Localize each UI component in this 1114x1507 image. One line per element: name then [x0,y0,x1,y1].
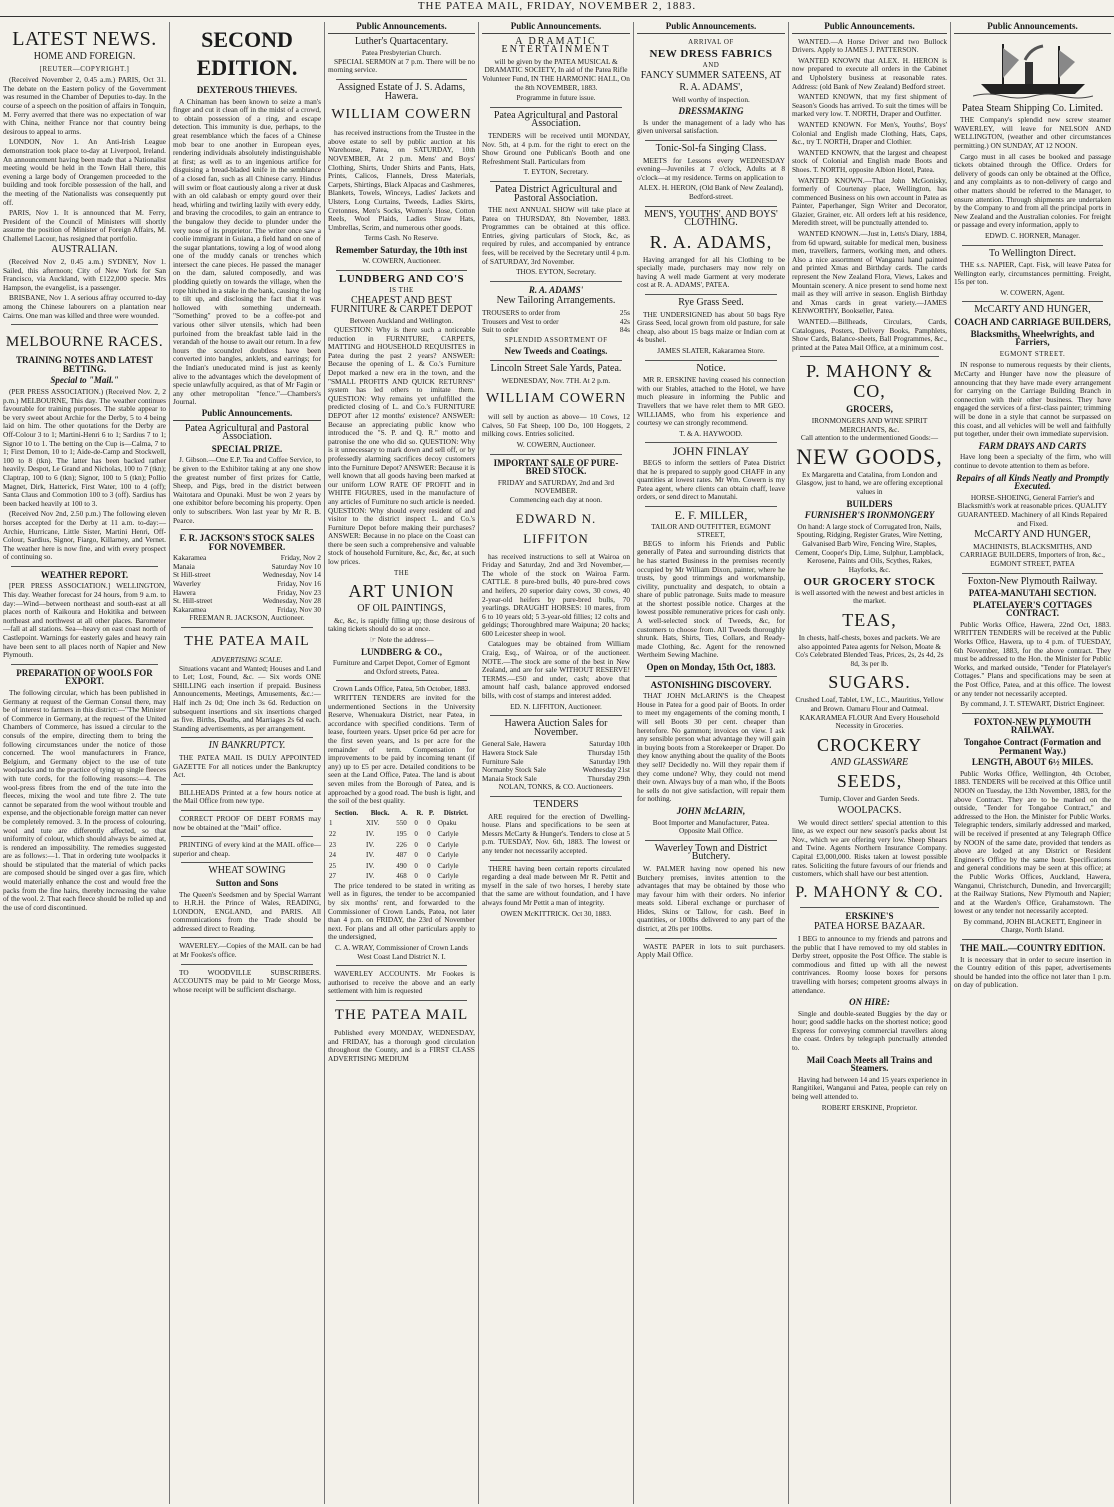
and-text: AND [702,60,720,69]
price-row: Trousers and Vest to order 42s [482,316,630,326]
divider [962,939,1103,940]
divider [962,573,1103,574]
training-notes-heading: TRAINING NOTES AND LATEST BETTING. [15,355,154,374]
divider [11,324,158,325]
ad-paragraph: MEETS for Lessons every WEDNESDAY evening—Juveniles at 7 o'clock, Adults at 8 o'clock—at my residence. Terms on application to [637,155,785,182]
table-row: 1 XIV. 550 0 0 Opaku [329,819,457,828]
wanted-ad: WANTED KNOWN. For Men's, Youths', Boys' Colonial and English made Clothing, Hats, Caps, &c., try T. NORTH, Draper and Clothier. [792,119,947,147]
is-the-text: IS THE [389,285,414,294]
sale-row: Kakaramea Friday, Nov 2 [173,553,321,563]
new-goods-heading: NEW GOODS, [796,443,943,469]
tailor-heading: TAILOR AND OUTFITTER, EGMONT STREET, [651,521,771,540]
sale-row: Manaia Saturday Nov 10 [173,561,321,571]
note-address: ☞ Note the address— [369,635,434,645]
column-second-edition [170,22,324,1504]
blackett-signature: By command, JOHN BLACKETT, Engineer in Charge, North Island. [963,916,1102,935]
divider [645,442,777,443]
sections-table [328,808,475,882]
special-prize-heading: SPECIAL PRIZE. [211,443,283,454]
seeds-heading: SEEDS, [836,771,903,792]
terms-text: Terms Cash. No Reserve. [364,233,439,243]
seeds-text: Turnip, Clover and Garden Seeds. [819,794,920,804]
jackson-sales-heading: F. R. JACKSON'S STOCK SALES FOR NOVEMBER. [179,533,315,552]
wools-heading: PREPARATION OF WOOLS FOR EXPORT. [16,667,153,687]
ad-paragraph: TENDERS will be received until MONDAY, Nov. 5th, at 4 p.m. for the right to erect on the Show Ground one Publican's Booth and one Refreshment Stall. Particulars from [482,130,630,166]
foxton-railway-heading-2: FOXTON-NEW PLYMOUTH RAILWAY. [973,716,1092,736]
ad-paragraph: Public Works Office, Hawera, 22nd Oct, 1883. WRITTEN TENDERS will be received at the Public Works Office, Hawera, up to 4 p.m. of TUESDAY, 6th November, 1883, for the above contract. They must be addressed to the Hon. the Minister for Public Works, and marked outside, "Tender for Platelayer's Cottages." Plans and specifications may be seen at the Post Office, Patea, and at this office. The lowest or any tender not necessarily accepted. [954,619,1111,698]
ad-paragraph: On hand: A large stock of Corrugated Iron, Nails, Spouting, Ridging, Register Grates, Wire Netting, Galvanised Barb Wire, Fencing Wire, Staples, Cement, Cooper's Dip, Lime, Sulphur, Lampblack, Kerosene, Paints and Oils, Scythes, Rakes, Hayforks, &c. [795,521,944,574]
dramatic-heading: A DRAMATIC ENTERTAINMENT [501,35,611,56]
divider [336,79,467,80]
remember-text: Remember Saturday, the 10th inst [335,244,468,255]
arrival-text: ARRIVAL OF [688,37,734,46]
shipping-company-heading: Patea Steam Shipping Co. Limited. [961,102,1104,114]
table-row: 25 IV. 490 0 0 Carlyle [329,861,459,870]
notice-heading: Notice. [696,362,726,374]
stewart-signature: By command, J. T. STEWART, District Engineer. [960,699,1105,709]
wanted-ad: WANTED KNOWN that ALEX. H. HERON is now prepared to execute all orders in the Cabinet and Upholstery business at reasonable rates. Address: (old Bank of New Zealand) Bedford street. [792,55,947,91]
ad-paragraph: Crushed Loaf, Tablet, I.W., I.C., Mauritius, Yellow and Brown. Oamaru Flour and Oatmeal. KAKARAMEA FLOUR And Every Household Necessity in Groceries. [795,695,944,731]
divider [181,529,313,530]
reuter-credit: [REUTER—COPYRIGHT.] [39,64,130,73]
price-row: Suit to order 84s [482,325,630,335]
steamship-icon [973,38,1093,102]
divider [645,294,777,295]
jackson-sales-list [173,554,321,614]
news-paragraph: [PER PRESS ASSOCIATION.] WELLINGTON, This day. Weather forecast for 24 hours, from 9 a.m. to day:—Wind—between northeast and south-east at all places north of Kaikoura and Hokitika and between northeast and northwest at all other places. Barometer—fall at all stations. Sea—heavy on east coast north of Castlepoint. Warnings for easterly gales and heavy rain have been sent to all places north of Napier and New Plymouth. [3,581,166,660]
news-paragraph: (Received Nov 2, 0.45 a.m.) SYDNEY, Nov 1. Sailed, this afternoon; City of New York for San Francisco, via Auckland, with £122,000 specie. Mrs Hampson, the evangelist, is a passenger. [3,257,166,292]
divider [336,1000,467,1001]
advertising-scale-heading: ADVERTISING SCALE. [211,655,283,665]
sugars-heading: SUGARS. [828,672,911,693]
special-mail-heading: Special to "Mail." [50,375,119,386]
wanted-ad: WANTED KNOWN.—That John McGonisky, formerly of Courtenay place, Wellington, has commenced Business on his own account in Patea as Painter, Paperhanger, Sign Writer and Decorator, Glazier, Grainer, etc. All orders left at his residence, Meredith street, will be punctually attended to. [792,175,947,228]
erskine-signature: ROBERT ERSKINE, Proprietor. [821,1102,918,1112]
haywood-signature: T. & A. HAYWOOD. [679,428,743,438]
miller-heading: E. F. MILLER, [674,507,748,522]
ad-paragraph: has received instructions to sell at Wairoa on Friday and Saturday, 2nd and 3rd November,— The whole of the stock on Wairoa Farm. CATTLE. 8 pure-bred bulls, 40 pure-bred cows and heifers, 20 superior dairy cows, 30 cows, 40 2-year-old heifers by pure-bred bulls, 70 yearlings. DRAUGHT HORSES: 10 mares, from 6 to 10 years old; 5 3-year-old fillies; 12 colts and geldings; Thoroughbred mare Waipuna; 20 hacks; 600 Leicester sheep in wool. [482,551,630,638]
cowern-heading: WILLIAM COWERN [331,107,472,123]
ad-paragraph: Catalogues may be obtained from William Craig, Esq., of Wairoa, or of the auctioneer. NOTE.—The stock are some of the best in New Zealand, and are for sale WITHOUT RESERVE! TERMS.—£50 and under, cash; above that amount half cash, balance approved endorsed bills, with cost of stamps and interest added. [482,639,630,701]
public-announcements-header: Public Announcements. [482,22,630,34]
mahony-footer-heading: P. MAHONY & CO. [795,883,944,901]
australian-heading: AUSTRALIAN. [51,244,118,256]
ad-paragraph: Published every MONDAY, WEDNESDAY, and FRIDAY, has a thorough good circulation throughout the County, and is a FIRST CLASS ADVERTISING MEDIUM [328,1028,475,1063]
luther-heading: Luther's Quartacentary. [354,35,449,47]
paintings-heading: OF OIL PAINTINGS, [357,603,446,615]
mccarty-heading: McCARTY AND HUNGER, [974,304,1091,316]
discovery-heading: ASTONISHING DISCOVERY. [650,679,772,690]
news-paragraph: (Received Nov 2nd, 2.50 p.m.) The following eleven horses accepted for the Derby at 11 a.m. to-day:—Archie, Hurricane, Little Sister, Martini Henri, Off-Colour, Sardius, Signor, Fiargo, Killarney, and Vernet. The weather here is now fine, and with every prospect of continuing so. [3,509,166,562]
ad-paragraph: WAVERLEY.—Copies of the MAIL can be had at Mr Fookes's office. [173,941,321,960]
ad-paragraph: The price tendered to be stated in writing as well as in figures, the tender to be accompanied by six months' rent, and forwarded to the Commissioner of Crown Lands, Patea, not later than 4 p.m. on FRIDAY, the 23rd of November next. For plans and all other particulars apply to the undersigned, [328,880,475,942]
liffiton-signature: ED. N. LIFFITON, Auctioneer. [510,701,602,711]
divider [490,107,622,108]
divider [11,566,158,567]
tweeds-heading: New Tweeds and Coatings. [504,346,608,357]
erskine-heading: ERSKINE'S [845,910,894,921]
ad-paragraph: MR R. ERSKINE having ceased his connection with our Stables, attached to the Hotel, we have much pleasure in informing the Public and Travellers that we have relet them to MR GEO. WILLIAMS, who from his experience and courtesy we can strongly recommend. [637,375,785,428]
sale-row: St. Hill-street Wednesday, Nov 28 [173,596,321,606]
divider [11,664,158,665]
ad-paragraph: has received instructions from the Trustee in the above estate to sell by public auction at his Warehouse, Patea, on SATURDAY, 10th NOVEMBER, At 2 p.m. Mens' and Boys' Clothing, Shirts, Under Shirts and Pants, Hats, Prints, Calicos, Flannels, Dress Materials, Carpets, Shirtings, Black Alpacas and Cashmeres, Blankets, Towels, Winceys, Ladies' Jackets and Ulsters, Long Curtains, Tweeds, Ladies Skirts, Cretonnes, Men's Socks, Women's Hose, Cotton Reels, Wool Plaids, Ladies Straw Hats, Umbrellas, Scrim, and numerous other goods. [328,128,475,232]
ad-paragraph: THAT JOHN McLARIN'S is the Cheapest House in Patea for a good pair of Boots. In order to meet my engagements of the coming month, I will sell Boots 30 per cent. cheaper than heretofore. No gammon; invoices on view. I ask any sensible person what advantage they will gain in buying boots from a Storekeeper or Draper. Do they know anything about the quality of the Boots they sell? Decidedly no. Will they repair them if they come undone? Why, they could not mend their own. Always buy of a man who, if the Boots he sells do not give satisfaction, will repair them for nothing. [637,691,785,804]
table-row: 24 IV. 487 0 0 Carlyle [329,851,459,860]
adams-heading: R. A. ADAMS', [679,81,743,93]
tongahoe-heading: Tongahoe Contract (Formation and Permanent Way.) [964,737,1101,756]
furnishers-heading: FURNISHER'S IRONMONGERY [804,510,935,521]
ad-paragraph: PRINTING of every kind at the MAIL office—superior and cheap. [173,840,321,858]
ad-paragraph: is well assorted with the newest and best articles in the market. [795,587,944,606]
public-announcements-header: Public Announcements. [637,22,785,34]
sale-row: General Sale, Hawera Saturday 10th [482,739,630,749]
divider [962,713,1103,714]
wheat-sowing-heading: WHEAT SOWING [208,865,286,877]
table-row: 22 IV. 195 0 0 Carlyle [329,829,459,838]
divider [800,907,939,908]
ad-paragraph: HORSE-SHOEING, General Farrier's and Blacksmith's work at reasonable prices. QUALITY GUARANTEED. Machinery of all Kinds Repaired and Fixed. [957,492,1108,528]
teas-heading: TEAS, [842,610,897,631]
association-heading: Patea Agricultural and Pastoral Association. [184,422,310,443]
public-announcements-header: Public Announcements. [954,22,1111,34]
news-paragraph: The following circular, which has been published in Germany at request of the German Consul there, may be of interest to farmers in this district:—"The Minister of Commerce in Germany, at the request of the United Chambers of Commerce, has issued a circular to the consuls of the empire, directing them to bring the following circumstances under the notice of those concerned. The wool manufacturers in France, Belgium, and Germany object to the use of tute woolpacks and to the practice of tying up single fleeces with tute cords, for the following reasons:—4. The wool-press fibres from the end of the tute into the fleeces, mixing the wool and tute fibre 2. The tute cannot be separated from the wool without trouble and expense, and the objectionable foreign matter can never be completely removed. 3. In the process of colouring, wool and tute are differently affected, so that uniformity of colour, which should always be aimed at, is rendered an impossibility. The remedies suggested are as follows:—1. That in ordering tute woolpacks it should be stipulated that the material of which packs are composed should be singed over a gas fire, which would materially enhance the cost and would free the packs from the fine hairs, thereby increasing the value of the wool. 2. That each fleece should be rolled up and the use of cord discontinued. [3,688,166,912]
ad-paragraph: will sell by auction as above— 10 Cows, 12 Calves, 50 Fat Sheep, 100 Do, 100 Hoggets, 2 milking cows. Entries solicited. [482,412,630,439]
news-paragraph: PARIS, Nov 1. It is announced that M. Ferry, President of the Council of Ministers will shortly assume the position of Minister of Foreign Affairs, M. Challemel Lacour, has resigned that portfolio. [3,208,166,243]
ad-paragraph: SPECIAL SERMON at 7 p.m. There will be no morning service. [328,56,475,75]
sale-dates: FRIDAY and SATURDAY, 2nd and 3rd NOVEMBER. [497,477,615,496]
weather-report-heading: WEATHER REPORT. [40,569,129,580]
divider [490,796,622,797]
estate-heading: Assigned Estate of J. S. Adams, Hawera. [337,81,466,102]
ad-paragraph: Having had between 14 and 15 years experience in Rangitikei, Wanganui and Patea, people can rely on being well attended to. [792,1074,947,1102]
divider [181,937,313,938]
cheapest-depot-heading: CHEAPEST AND BEST FURNITURE & CARPET DEPOT [330,295,473,315]
horner-signature: EDWD. C. HORNER, Manager. [984,230,1081,240]
bankruptcy-heading: IN BANKRUPTCY. [208,740,286,752]
association-heading: Patea Agricultural and Pastoral Association. [493,109,619,130]
farm-drays-heading: FARM DRAYS AND CARTS [978,440,1087,451]
table-header: Section. Block. A. R. P. District. [334,808,469,817]
news-paragraph: BRISBANE, Nov 1. A serious affray occurred to-day among the Chinese labourers on a plantation near Cairns. One man was killed and three were wounded. [3,293,166,320]
machinists-text: MACHINISTS, BLACKSMITHS, AND CARRIAGE BUILDERS, Importers of Iron, &c., EGMONT STREET, PATEA [960,541,1105,568]
ad-paragraph: BILLHEADS Printed at a few hours notice at the Mail Office from new type. [173,787,321,806]
thieves-heading: DEXTEROUS THIEVES. [196,85,298,95]
sale-row: Hawera Friday, Nov 23 [173,587,321,597]
wanted-ad: WANTED KNOWN, that the largest and cheapest stock of Colonial and English made Boots and Shoes. T. NORTH, opposite Albion Hotel, Patea. [792,147,947,174]
column-announcements-1 [325,22,478,1504]
news-paragraph: (Received November 2, 0.45 a.m.) PARIS, Oct 31. The debate on the Eastern policy of the Government was resumed in the Chamber of Deputies to-day. In the course of a speech on the position of affairs in Tonquin, M. Ferry averred that there was no expectation of war with China, neither France nor that country being desirous to appeal to arms. [3,75,166,136]
mclarin-heading: JOHN McLARIN, [676,805,746,816]
ad-paragraph: &c, &c, is rapidly filling up; those desirous of taking tickets should do so at once. [328,615,475,634]
divider [645,506,777,507]
divider [336,965,467,966]
divider [181,964,313,965]
sale-row: Kakaramea Friday, Nov 30 [173,604,321,614]
ad-paragraph: WAVERLEY ACCOUNTS. Mr Fookes is authorised to receive the above and an early settlement with him is requested [328,969,475,996]
district-association-heading: Patea District Agricultural and Pastoral Association. [495,183,617,204]
ad-paragraph: THE PATEA MAIL IS DULY APPOINTED GAZETTE For all notices under the Bankruptcy Act. [173,752,321,780]
woolpacks-heading: WOOLPACKS. [837,805,902,816]
patea-mail-footer-heading: THE PATEA MAIL [334,1007,469,1023]
ad-paragraph: Public Works Office, Wellington, 4th October, 1883. TENDERS will be received at this Office until NOON on Tuesday, the 13th November, 1883, for the above Contract. They are to be marked on the outside, "Tender for Tongahoe Contract," and addressed to the Hon. the Minister for Public Works. Telegraphic tenders, similarly addressed and marked, will be received if presented at any Telegraph Office by NOON of the same date, provided that tenders as above are lodged at any District or Resident Engineer's Office by the same hour. Specifications and general conditions may be seen at this office; at the Public Works Offices, Auckland, Hawera, Wanganui, Christchurch, Dunedin, and Invercargill; at the Railway Stations, New Plymouth and Napier; and at the Warden's Office, Grahamstown. The lowest or any tender not necessarily accepted. [954,768,1111,916]
art-union-heading: ART UNION [348,581,455,602]
ad-paragraph: Have long been a specialty of the firm, who will continue to devote attention to them as before. [954,452,1111,470]
divider [336,270,467,271]
sale-row: Furniture Sale Saturday 19th [482,756,630,766]
sale-row: Normanby Stock Sale Wednesday 21st [482,765,630,775]
ad-paragraph: In chests, half-chests, boxes and packets. We are also appointed Patea agents for Nelson, Moate & Co's Celebrated Blended Teas, Prices, 2s, 2s 4d, 2s 8d, 3s per lb. [795,633,944,668]
ad-paragraph: The Queen's Seedsmen and by Special Warrant to H.R.H. the Prince of Wales, READING, LONDON, ENGLAND, and PARIS. All communications from the Trade should be addressed direct to Reading. [173,889,321,933]
ad-paragraph: QUESTION: Why is there such a noticeable reduction in FURNITURE, CARPETS, MATTING and HOUSEHOLD REQUISITES in Patea during the past 2 years? ANSWER: Because the opening of L. & Co.'s Furniture Depot marked a new era in the town, and the "SMALL PROFITS AND QUICK RETURNS" system has led others to imitate them. QUESTION: Why remains yet unfulfilled the predicted closing of L. and Co.'s FURNITURE DEPOT after 12 months' existence? ANSWER: Because an appreciating public know who introduced the "S. P. and Q. R." motto and patronise the one who did so. QUESTION: Why is it unnecessary to mark down and sell off, or by professedly alarming sacrifices decoy customers into the Furniture Depot? ANSWER: Because it is well known that all goods having been marked at our uniform LOW RATE OF PROFIT and in WHITE FIGURES, used in the manufacture of any articles of Furniture no such article is needed. QUESTION: Why should every resident of and visitor to the district inspect L. and Co.'s Furniture Depot before making their purchases? ANSWER: Because in no place on the Coast can there be seen such a comprehensive and valuable stock of household Furniture, &c, &c, &c, at such low prices. [328,325,475,567]
manutahi-heading: PATEA-MANUTAHI SECTION. [968,588,1097,599]
ad-paragraph: IN response to numerous requests by their clients, McCarty and Hunger have now the pleasure of announcing that they have made every arrangement for carrying on the Carriage Building Branch in connection with their other business. They have engaged the services of a first-class painter; trimming will be done in a style that cannot be surpassed on this coast, and all vehicles will be well and faithfully put together, under their own immediate supervision. [954,360,1111,439]
mahony-heading: P. MAHONY & CO, [806,361,933,402]
ad-paragraph: ARE required for the erection of Dwelling-house. Plans and specifications to be seen at Messrs McCarty & Hunger's. Tenders to close at 5 p.m. TUESDAY, Nov. 6th, 1883. The lowest or any tender not necessarily accepted. [482,811,630,855]
ad-paragraph: Cargo must in all cases be booked and passage tickets obtained through the Office. Orders for delivery of goods can only be obtained at the Office, and any complaints as to non-delivery of cargo and other matters should be referred to the Manager, to ensure attention. Through shipments are undertaken by the Company to and from all the principal ports in New Zealand and the Australian colonies. For freight or passage and every information, apply to [954,151,1111,230]
ad-paragraph: J. Gibson.—One E.P. Tea and Coffee Service, to be given to the Exhibitor taking at any one show the greatest number of first prizes for Cattle, Sheep, and Pigs, bred in the district between Waitotara and Opunaki. Must be won 2 years by one exhibitor before becoming his property. Open only to subscribers. Won last year by Mr R. B. Pearce. [173,455,321,525]
melbourne-races-title: MELBOURNE RACES. [5,334,164,351]
divider [645,206,777,207]
crown-lands-heading: Crown Lands Office, Patea, 5th October, 1883. [332,684,471,694]
divider [181,737,313,738]
eyton-signature: T. EYTON, Secretary. [523,167,589,177]
wanted-ad: WANTED.—A Horse Driver and two Bullock Drivers. Apply to JAMES J. PATTERSON. [792,36,947,55]
news-paragraph: (PER PRESS ASSOCIATION.) (Received Nov. 2, 2 p.m.) MELBOURNE, This day. The weather continues favourable for training purposes. The stable appear to be very sweet about Archie for the Derby, 5 to 4 being laid on him. The other quotations for the Derby are Off-Colour 3 to 1; Martini-Henri 6 to 1; Sardius 7 to 1; Signor 10 to 1. The betting on the Cup is—Calma, 7 to 1; First Demon, 10 to 1; Aide-de-Camp and Stockwell, 100 to 8 (tkn). The latter has been backed rather heavily. Despot, Le Grand and Nicholas, 100 to 7 (tkn); Claptrap, 100 to 6 (tkn); Signor, 100 to 5 (tkn); Pollio Magnet, Dirk, Hatterick, First Water, 100 to 4 (off); Santa Claus and Commotion 100 to 3 (off). Sardius has been backed heavily at 100 to 3. [3,387,166,508]
horse-bazaar-heading: PATEA HORSE BAZAAR. [813,921,926,933]
grocery-stock-heading: OUR GROCERY STOCK [803,576,936,589]
ad-paragraph: We would direct settlers' special attention to this line, as we expect our new season's packs about 1st Nov., which we are offering very low. Sheep Shears and Twine. Agents Northern Insurance Company. Capital £3,000,000. Risks taken at lowest possible rates. Soliciting the future favours of our friends and customers, which shall have our best attention. [792,817,947,879]
home-foreign-heading: HOME AND FOREIGN. [33,51,136,62]
rye-grass-heading: Rye Grass Seed. [678,297,744,309]
divider [336,680,467,681]
divider [181,836,313,837]
divider [645,140,777,141]
sutton-heading: Sutton and Sons [215,877,279,888]
cowern-heading: WILLIAM COWERN [485,391,627,407]
foxton-railway-heading: Foxton-New Plymouth Railway. [967,575,1098,587]
country-edition-heading: THE MAIL.—COUNTRY EDITION. [959,943,1106,954]
sale-row: St Hill-street Wednesday, Nov 14 [173,570,321,580]
blacksmiths-heading: Blacksmiths, Wheelwrights, and Farriers, [970,328,1095,348]
table-row: 23 IV. 226 0 0 Carlyle [329,840,459,849]
finlay-heading: JOHN FINLAY [672,444,750,459]
tailoring-heading: New Tailoring Arrangements. [496,295,616,307]
between-text: Between Auckland and Wellington. [349,316,454,326]
lincoln-heading: Lincoln Street Sale Yards, Patea. [490,363,622,374]
public-announcements-header: Public Announcements. [792,22,947,34]
sale-row: Hawera Stock Sale Thursday 15th [482,748,630,757]
ad-paragraph: I BEG to announce to my friends and patrons and the public that I have removed to my old stables in Derby street, opposite the Post Office. The stable is commodious and fitted up with all the newest contrivances. Roomy loose boxes for persons travelling with horses; competent grooms always in attendance. [792,933,947,995]
cowern-signature: W. COWERN, Agent. [1000,287,1065,297]
column-news [0,22,169,1504]
cottages-heading: PLATELAYER'S COTTAGES CONTRACT. [972,599,1093,619]
ad-paragraph: WASTE PAPER in lots to suit purchasers. Apply Mail Office. [637,941,785,960]
divider [181,862,313,863]
eyton-signature: THOS. EYTON, Secretary. [516,267,596,277]
length-heading: LENGTH, ABOUT 6½ MILES. [971,757,1094,768]
mccarty-footer-heading: McCARTY AND HUNGER, [974,529,1091,541]
divider [645,938,777,939]
ad-paragraph: THE s.s. NAPIER, Capt. Fisk, will leave Patea for Wellington early, circumstances permitting. Freight, 15s per ton. [954,260,1111,287]
lundberg-co-heading: LUNDBERG & CO., [360,646,442,657]
nolan-signature: NOLAN, TONKS, & CO. Auctioneers. [498,782,614,792]
news-paragraph: LONDON, Nov 1. An Anti-Irish League demonstration took place to-day at Liverpool, Ireland. An announcement having been made that a Nationalist meeting would be held in the Town Hall there, this evening a large body of Orangemen proceeded to the building and took forcible possession of the hall, and the meeting of the Nationalists was consequently put off. [3,137,166,207]
sale-row: Waverley Friday, Nov 16 [173,579,321,589]
divider [962,301,1103,302]
column-announcements-2 [479,22,633,1504]
commencing-text: Commencing each day at noon. [509,494,603,504]
divider [490,715,622,716]
ad-paragraph: BEGS to inform the settlers of Patea District that he is prepared to supply good CHAFF in any quantities at lowest rates. Mr Wm. Cowern is my Patea agent, where clients can obtain chaff, leave orders, or send direct to Manutahi. [637,457,785,502]
wanted-ad: WANTED KNOWN.—Just in, Letts's Diary, 1884, from 6d upward, suitable for medical men, business men, travellers, farmers, working men, and others. Also a nice assortment of Wanganui hand painted and printed Xmas and Birthday cards. The cards represent the New Zealand Flora, Views, Lakes and Mountain scenery. A nice present to send home next mail as they will arrive in season. English Birthday and Xmas cards in great variety.—JAMES KENWORTHY, Bookseller, Patea. [792,229,947,316]
depot-address: Furniture and Carpet Depot, Corner of Egmont and Oxford streets, Patea. [332,658,471,676]
column-announcements-4 [789,22,950,1504]
divider [181,784,313,785]
ad-paragraph: Single and double-seated Buggies by the day or hour; good saddle hacks on the shortest notice; good Express for conveying commercial travellers along the coast. Orders by telegraph punctually attended to. [792,1008,947,1053]
dress-fabrics-heading: NEW DRESS FABRICS [649,48,773,61]
assortment-text: SPLENDID ASSORTMENT OF [504,335,608,344]
divider [800,356,939,357]
divider [490,281,622,282]
ad-paragraph: THE next ANNUAL SHOW will take place at Patea on THURSDAY, 8th November, 1883. Programmes can be obtained at this office. Entries, giving particulars of Stock, &c, as required by rules, and accompanied by entrance fees, will be received by the Secretary until 4 p.m. of SATURDAY, 3rd November. [482,205,630,266]
hawera-sales-list [482,740,630,783]
divider [490,454,622,455]
adams-big-heading: R. A. ADAMS, [649,231,773,252]
mckittrick-signature: OWEN McKITTRICK. Oct 30, 1883. [500,908,612,918]
public-announcements-header: Public Announcements. [173,409,321,421]
ad-paragraph: THE Company's splendid new screw steamer WAVERLEY, will leave for NELSON AND WELLINGTON, (weather and other circumstances permitting.) ON SUNDAY, AT 12 NOON. [954,115,1111,150]
ad-paragraph: Is under the management of a lady who has given universal satisfaction. [637,117,785,136]
ad-paragraph: will be given by the PATEA MUSICAL & DRAMATIC SOCIETY, In aid of the Patea Rifle Volunteer Fund, IN THE HARMONIC HALL, On the 8th NOVEMBER, 1883. [482,56,630,92]
cowern-signature: W. COWERN, Auctioneer. [362,256,441,266]
mail-coach-heading: Mail Coach Meets all Trains and Steamers. [806,1054,933,1074]
second-edition-title: SECOND EDITION. [196,27,298,80]
ad-paragraph: Situations vacant and Wanted; Houses and Land to Let; Lost, Found, &c. — Six words ONE SHILLING each insertion if prepaid. Business Announcements, Meetings, Amusements, &c.:— Half inch 2s 0d; One inch 3s 6d. Reduction on subsequent insertions and six insertions charged as five. Births, Deaths, and Marriages 2s 6d each. Standing advertisements, as per arrangement. [173,663,321,733]
cowern-signature: W. COWERN, Auctioneer. [516,439,596,449]
importer-text: Boot Importer and Manufacturer, Patea. [652,817,770,827]
adams-heading: R. A. ADAMS' [528,284,584,295]
slater-signature: JAMES SLATER, Kakaramea Store. [657,346,765,356]
pointing-hand-icon: ☞ [369,635,376,645]
glassware-heading: AND GLASSWARE [830,756,909,768]
divider [181,810,313,811]
column-announcements-3 [634,22,788,1504]
divider [645,840,777,841]
butchery-heading: Waverley Town and District Butchery. [654,842,768,863]
article-paragraph: A Chinaman has been known to seize a man's finger and cut it clean off in the midst of a crowd, to obtain possession of a ring, and escape detection. This immunity is due, perhaps, to the great resemblance which the faces of a Chinese mob bear to one another in European eyes, rendering individuals absolutely indistinguishable at first; as well as to an ingenious artifice for disguising a bread-bladed knife in the semblance of a closed fan, such as all Chinese carry. Hindus will swim or float cautiously along a river at dusk with an old calabash or empty gourd over their head, whirling and twirling lazily with every eddy, and braving the crocodiles, to gain an entrance to the bungalow they decide to plunder under the very nose of its proprietor. The writer once saw a coolie immigrant in Guiana, a field hand on one of the sugar plantations, towing a log of wood along one of the muddy canals or trenches which intersect the cane pieces. He passed the manager on the dam, saluted composedly, and was plodding quietly on towards the village, when the rope hitched in a stake in the bank, causing the log to tilt up, and disclosing the fact that it was hollowed with something underneath. "Something" proved to be a coffee-pot and various other silver utensils, which had been purloined from the breakfast table laid in the verandah of the house to await our return. In a few hours the scoundrel doubtless have been converted into bangles, anklets, and earrings; for the Indian's uneducated mind is just as keenly alive to the advantages which the development of specie unlawfully acquired, as that of Mr Fagin or any other metropolitan "fence."—Chambers's Journal. [173,96,321,407]
divider [181,627,313,628]
ad-paragraph: WRITTEN TENDERS are invited for the undermentioned Sections in the University Reserve, Whenuakura District, near Patea, in accordance with specified conditions. Term of lease, fourteen years. Upset price 6d per acre for the first seven years, and 1s per acre for the remainder of term. Compensation for improvements to be paid by incoming tenant (if any) up to £5 per acre. Detailed conditions to be seen at the Land Office, Patea. The land is about seven miles from the Borough of Patea, and is approached by a good road. The bush is light, and the soil of the best quality. [328,693,475,806]
lundberg-heading: LUNDBERG AND CO'S [338,273,465,286]
sale-row: Manaia Stock Sale Thursday 29th [482,773,630,783]
egmont-text: EGMONT STREET. [999,349,1066,358]
wanted-ad: WANTED KNOWN, that my first shipment of Season's Goods has arrived. To suit the times will be marked very low. T. NORTH, Draper and Outfitter. [792,92,947,119]
ad-paragraph: W. PALMER having now opened his new Butchery premises, invites attention to the advantages that may be obtained by those who may favour him with their orders. No inferior meats sold. Liberal exchange or purchaser of Hides, Skins or Tallow, for cash. Beef in quantities, or 100lbs delivered to any part of the district, at 20s per 100lbs. [637,863,785,934]
crockery-heading: CROCKERY [816,734,923,755]
liffiton-heading: EDWARD N. LIFFITON [515,510,597,546]
coach-builders-heading: COACH AND CARRIAGE BUILDERS, [954,317,1111,328]
column-announcements-5 [951,22,1114,1504]
divider [490,360,622,361]
ad-paragraph: It is necessary that in order to secure insertion in the Country edition of this paper, advertisements should be handed into the office not later than 1 p.m. on day of publication. [954,954,1111,990]
tailoring-price-list [482,309,630,335]
ad-paragraph: CORRECT PROOF OF DEBT FORMS may now be obtained at the "Mail" office. [173,813,321,832]
divider [645,360,777,361]
jackson-signature: FREEMAN R. JACKSON, Auctioneer. [189,613,305,623]
dressmaking-heading: DRESSMAKING [678,106,744,117]
ad-paragraph: BEGS to inform his Friends and Public generally of Patea and surrounding districts that he has started Business in the premises recently occupied by Mr William Dixon, painter, where he trusts, by good trimmings and workmanship, civility, punctuality and despatch, to obtain a share of public patronage. Suits made to measure at the shortest possible notice. Charges at the lowest possible remunerative prices for cash only. A well-selected stock of Tweeds, &c, for customers to choose from. All Tweeds thoroughly shrunk. Hats, Shirts, Ties, Collars, and Ready-made Clothing, &c. Agent for the renowned Wertheim Sewing Machine. [637,538,785,660]
ad-paragraph: THE UNDERSIGNED has about 50 bags Rye Grass Seed, local grown from old pasture, for sale cheap, also about 15 bags maize or Indian corn at 4s bushel. [637,309,785,345]
opposite-text: Opposite Mail Office. [678,826,744,836]
divider [962,245,1103,246]
table-row: 27 IV. 468 0 0 Carlyle [329,872,459,881]
sateens-heading: FANCY SUMMER SATEENS, AT [640,70,782,82]
tonic-solfa-heading: Tonic-Sol-fa Singing Class. [655,142,767,154]
ad-paragraph: Having arranged for all his Clothing to be specially made, purchasers may now rely on having A well made Garment at very moderate cost at R. A. ADAMS', PATEA. [637,254,785,290]
sale-date: WEDNESDAY, Nov. 7TH. At 2 p.m. [501,375,611,385]
worthy-text: Well worthy of inspection. [672,94,750,104]
heron-signature: ALEX. H. HERON, (Old Bank of New Zealand), Bedford-street. [638,183,784,201]
builders-heading: BUILDERS [846,498,893,509]
call-attention-text: Call attention to the undermentioned Goods:— [800,433,939,443]
public-announcements-header: Public Announcements. [328,22,475,34]
clothing-heading: MEN'S, YOUTHS', AND BOYS' CLOTHING. [644,208,778,229]
divider [490,860,622,861]
open-date: Open on Monday, 15th Oct, 1883. [646,662,776,673]
on-hire-heading: ON HIRE: [849,997,890,1008]
wray-signature: C. A. WRAY, Commissioner of Crown Lands West Coast Land District N. I. [334,943,469,961]
latest-news-title: LATEST NEWS. [12,28,157,50]
church-heading: Patea Presbyterian Church. [361,48,442,58]
ad-paragraph: TO WOODVILLE SUBSCRIBERS. ACCOUNTS may be paid to Mr George Moss, whose receipt will be sufficient discharge. [173,967,321,994]
tenders-heading: TENDERS [533,798,579,810]
divider [645,676,777,677]
ad-paragraph: THERE having been certain reports circulated regarding a deal made between Mr R. Pettit and myself in the sale of two horses, I hereby state that the same are without foundation, and I have always found Mr Pettit a man of integrity. [482,863,630,907]
grocers-heading: GROCERS, [846,404,893,415]
ad-paragraph: Ex Margaretta and Catalina, from London and Glasgow, just to hand, we are offering exceptional values in [796,469,943,496]
the-text: THE [393,568,410,577]
masthead: THE PATEA MAIL, FRIDAY, NOVEMBER 2, 1883. [0,0,1114,17]
divider [490,181,622,182]
programme-text: Programme in future issue. [516,93,596,103]
patea-mail-heading: THE PATEA MAIL [184,634,310,650]
pure-bred-heading: IMPORTANT SALE OF PURE-BRED STOCK. [493,457,619,477]
ironmongers-heading: IRONMONGERS AND WINE SPIRIT MERCHANTS, &c. [811,415,928,434]
wanted-ad: WANTED.—Billheads, Circulars, Cards, Catalogues, Posters, Delivery Books, Pamphlets, Show Cards, Balance-sheets, Ball Programmes, &c., printed at the Patea Mail Office, at a minimum cost. [792,317,947,352]
repairs-heading: Repairs of all Kinds Neatly and Promptly Executed. [956,472,1109,492]
price-row: TROUSERS to order from 25s [482,308,630,318]
to-wellington-heading: To Wellington Direct. [989,247,1076,259]
hawera-sales-heading: Hawera Auction Sales for November. [504,718,608,738]
